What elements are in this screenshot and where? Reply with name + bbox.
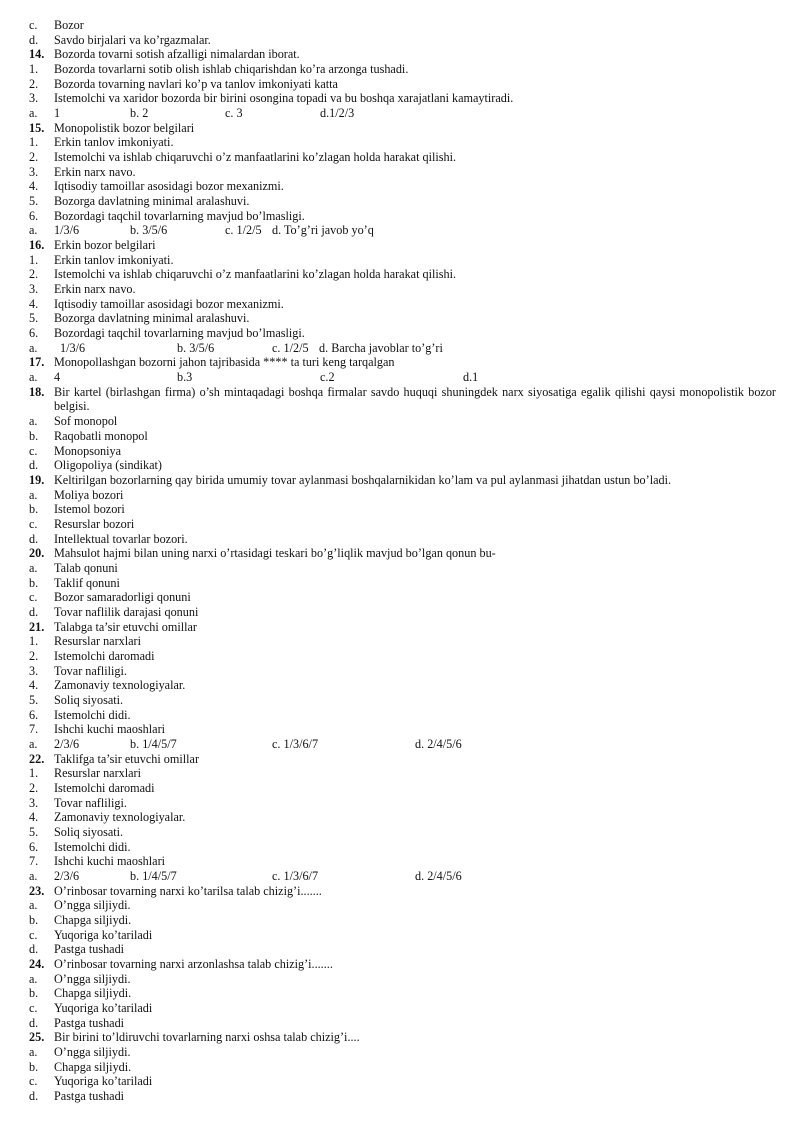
- item-marker: 4.: [29, 179, 39, 194]
- item-marker: a.: [29, 1045, 38, 1060]
- list-line: [0, 693, 800, 708]
- list-line: [0, 854, 800, 869]
- item-marker: 1.: [29, 135, 39, 150]
- item-text: Monopsoniya: [54, 443, 122, 458]
- item-text: Iqtisodiy tamoillar asosidagi bozor mexanizmi.: [54, 179, 284, 194]
- item-marker: 6.: [29, 839, 39, 854]
- item-text: Istemolchi va ishlab chiqaruvchi o’z manfaatlarini ko’zlagan holda harakat qilishi.: [54, 150, 457, 165]
- item-marker: 3.: [29, 795, 39, 810]
- question-number: 18.: [29, 384, 45, 399]
- list-line: [0, 444, 800, 459]
- list-line: [0, 781, 800, 796]
- list-line: [0, 458, 800, 473]
- item-marker: 6.: [29, 208, 39, 223]
- question-text: O’rinbosar tovarning narxi ko’tarilsa talab chizig’i.......: [54, 883, 322, 898]
- question-line: [0, 473, 800, 488]
- answer-options-row: [0, 223, 800, 238]
- item-text: Yuqoriga ko’tariladi: [54, 1074, 153, 1089]
- list-line: [0, 414, 800, 429]
- answer-option: 2/3/6: [54, 868, 80, 883]
- question-number: 22.: [29, 751, 45, 766]
- item-text: Tovar nafliligi.: [54, 795, 127, 810]
- item-marker: a.: [29, 414, 38, 429]
- question-number: 15.: [29, 120, 45, 135]
- item-marker: d.: [29, 531, 39, 546]
- item-marker: a.: [29, 487, 38, 502]
- list-line: [0, 91, 800, 106]
- question-text: Bir kartel (birlashgan firma) o’sh mintaqadagi boshqa firmalar savdo huquqi shuningdek narx siyosatiga egalik qilishi qaysi monopolistik bozor belgisi.: [54, 384, 776, 414]
- answer-option: 1/3/6: [54, 223, 80, 238]
- question-number: 19.: [29, 472, 45, 487]
- item-text: O’ngga siljiydi.: [54, 971, 131, 986]
- item-marker: d.: [29, 1015, 39, 1030]
- list-line: [0, 898, 800, 913]
- question-line: [0, 238, 800, 253]
- item-text: Chapga siljiydi.: [54, 986, 132, 1001]
- answer-options-row: [0, 869, 800, 884]
- list-line: [0, 972, 800, 987]
- item-text: Bozordagi taqchil tovarlarning mavjud bo’lmasligi.: [54, 208, 305, 223]
- item-text: O’ngga siljiydi.: [54, 898, 131, 913]
- list-line: [0, 33, 800, 48]
- item-marker: c.: [29, 927, 38, 942]
- list-line: [0, 576, 800, 591]
- list-line: [0, 62, 800, 77]
- answer-option: c. 1/3/6/7: [272, 736, 319, 751]
- answer-option: b. 3/5/6: [177, 340, 215, 355]
- item-text: Bozorda tovarning navlari ko’p va tanlov imkoniyati katta: [54, 76, 338, 91]
- item-marker: b.: [29, 428, 39, 443]
- answer-options-row: [0, 737, 800, 752]
- question-text: Bir birini to’ldiruvchi tovarlarning narxi oshsa talab chizig’i....: [54, 1030, 360, 1045]
- item-text: Istemolchi daromadi: [54, 648, 155, 663]
- item-marker: a.: [29, 898, 38, 913]
- item-text: Talab qonuni: [54, 560, 118, 575]
- item-text: Sof monopol: [54, 414, 118, 429]
- list-line: [0, 209, 800, 224]
- question-text: Keltirilgan bozorlarning qay birida umumiy tovar aylanmasi boshqalarnikidan ko’lam va pul aylanmasi jihatdan ustun bo’ladi.: [54, 472, 672, 487]
- item-text: Intellektual tovarlar bozori.: [54, 531, 188, 546]
- item-marker: 2.: [29, 780, 39, 795]
- question-line: [0, 884, 800, 899]
- item-text: Tovar nafliligi.: [54, 663, 127, 678]
- list-line: [0, 77, 800, 92]
- item-text: Istemolchi va xaridor bozorda bir birini osongina topadi va bu boshqa xarajatlani kamaytiradi.: [54, 91, 514, 106]
- list-line: [0, 429, 800, 444]
- item-marker: 4.: [29, 296, 39, 311]
- question-line: [0, 355, 800, 370]
- list-line: [0, 1016, 800, 1031]
- item-text: Chapga siljiydi.: [54, 913, 132, 927]
- list-line: [0, 267, 800, 282]
- item-marker: 3.: [29, 282, 39, 297]
- question-line: [0, 957, 800, 972]
- list-line: [0, 678, 800, 693]
- list-line: [0, 165, 800, 180]
- item-text: O’ngga siljiydi.: [54, 1045, 131, 1060]
- answer-option: d. To’g’ri javob yo’q: [272, 223, 374, 238]
- list-line: [0, 488, 800, 503]
- item-text: Pastga tushadi: [54, 1015, 125, 1030]
- list-line: [0, 590, 800, 605]
- item-text: Erkin tanlov imkoniyati.: [54, 252, 174, 267]
- item-text: Bozor: [54, 18, 84, 32]
- answer-option: d.1: [463, 370, 479, 385]
- question-text: Taklifga ta’sir etuvchi omillar: [54, 751, 200, 766]
- item-text: Oligopoliya (sindikat): [54, 458, 162, 473]
- item-text: Bozorga davlatning minimal aralashuvi.: [54, 311, 250, 326]
- item-marker: a.: [29, 106, 38, 121]
- item-marker: 5.: [29, 311, 39, 326]
- question-text: Erkin bozor belgilari: [54, 238, 156, 253]
- list-line: [0, 942, 800, 957]
- item-marker: a.: [29, 971, 38, 986]
- item-text: Pastga tushadi: [54, 942, 125, 957]
- question-line: [0, 47, 800, 62]
- list-line: [0, 796, 800, 811]
- item-text: Ishchi kuchi maoshlari: [54, 854, 166, 869]
- item-marker: c.: [29, 590, 38, 605]
- item-marker: c.: [29, 443, 38, 458]
- list-line: [0, 840, 800, 855]
- list-line: [0, 282, 800, 297]
- question-text: Bozorda tovarni sotish afzalligi nimalardan iborat.: [54, 47, 300, 62]
- question-text: Talabga ta’sir etuvchi omillar: [54, 619, 197, 634]
- list-line: [0, 708, 800, 723]
- item-marker: 5.: [29, 194, 39, 209]
- item-marker: 1.: [29, 634, 39, 649]
- item-marker: d.: [29, 458, 39, 473]
- item-marker: 4.: [29, 810, 39, 825]
- question-line: [0, 385, 800, 414]
- list-line: [0, 561, 800, 576]
- list-line: [0, 605, 800, 620]
- answer-option: c. 1/3/6/7: [272, 868, 319, 883]
- item-marker: d.: [29, 32, 39, 47]
- answer-option: d. 2/4/5/6: [415, 868, 462, 883]
- question-line: [0, 752, 800, 767]
- question-number: 14.: [29, 47, 45, 62]
- item-marker: b.: [29, 575, 39, 590]
- item-marker: 7.: [29, 854, 39, 869]
- item-text: Moliya bozori: [54, 487, 124, 502]
- item-marker: 2.: [29, 150, 39, 165]
- item-marker: a.: [29, 370, 38, 385]
- item-text: Iqtisodiy tamoillar asosidagi bozor mexanizmi.: [54, 296, 284, 311]
- list-line: [0, 502, 800, 517]
- document-page: [0, 18, 800, 1104]
- item-text: Yuqoriga ko’tariladi: [54, 927, 153, 942]
- list-line: [0, 253, 800, 268]
- question-number: 24.: [29, 957, 45, 972]
- item-text: Bozordagi taqchil tovarlarning mavjud bo’lmasligi.: [54, 326, 305, 341]
- question-text: Monopolistik bozor belgilari: [54, 120, 195, 135]
- item-marker: b.: [29, 913, 39, 927]
- list-line: [0, 810, 800, 825]
- list-line: [0, 18, 800, 33]
- question-text: Monopollashgan bozorni jahon tajribasida **** ta turi keng tarqalgan: [54, 355, 395, 370]
- item-text: Resurslar narxlari: [54, 766, 141, 781]
- item-marker: a.: [29, 223, 38, 238]
- item-marker: 5.: [29, 824, 39, 839]
- answer-option: b. 3/5/6: [130, 223, 168, 238]
- item-marker: c.: [29, 516, 38, 531]
- list-line: [0, 928, 800, 943]
- list-line: [0, 297, 800, 312]
- item-text: Tovar naflilik darajasi qonuni: [54, 604, 199, 619]
- item-marker: 2.: [29, 267, 39, 282]
- item-marker: 2.: [29, 648, 39, 663]
- answer-option: d.1/2/3: [320, 106, 355, 121]
- item-marker: 3.: [29, 91, 39, 106]
- item-text: Istemolchi va ishlab chiqaruvchi o’z manfaatlarini ko’zlagan holda harakat qilishi.: [54, 267, 457, 282]
- list-line: [0, 1060, 800, 1075]
- item-marker: 6.: [29, 326, 39, 341]
- question-line: [0, 546, 800, 561]
- list-line: [0, 326, 800, 341]
- item-marker: 5.: [29, 692, 39, 707]
- question-text: Mahsulot hajmi bilan uning narxi o’rtasidagi teskari bo’g’liqlik mavjud bo’lgan qonun bu-: [54, 546, 496, 561]
- item-text: Erkin narx navo.: [54, 282, 136, 297]
- item-text: Erkin tanlov imkoniyati.: [54, 135, 174, 150]
- list-line: [0, 179, 800, 194]
- answer-option: d. 2/4/5/6: [415, 736, 462, 751]
- answer-option: b. 1/4/5/7: [130, 868, 177, 883]
- item-text: Savdo birjalari va ko’rgazmalar.: [54, 32, 211, 47]
- list-line: [0, 913, 800, 928]
- item-text: Zamonaviy texnologiyalar.: [54, 810, 186, 825]
- answer-option: 1/3/6: [60, 340, 86, 355]
- item-marker: c.: [29, 1074, 38, 1089]
- list-line: [0, 664, 800, 679]
- list-line: [0, 1074, 800, 1089]
- item-marker: 2.: [29, 76, 39, 91]
- item-marker: 4.: [29, 678, 39, 693]
- list-line: [0, 986, 800, 1001]
- answer-option: b.3: [177, 370, 193, 385]
- answer-option: d. Barcha javoblar to’g’ri: [319, 340, 443, 355]
- item-text: Bozorga davlatning minimal aralashuvi.: [54, 194, 250, 209]
- item-text: Soliq siyosati.: [54, 692, 124, 707]
- item-text: Istemolchi didi.: [54, 839, 131, 854]
- item-marker: c.: [29, 1001, 38, 1016]
- item-marker: b.: [29, 1059, 39, 1074]
- list-line: [0, 1001, 800, 1016]
- item-marker: b.: [29, 502, 39, 517]
- item-marker: 3.: [29, 663, 39, 678]
- item-marker: a.: [29, 736, 38, 751]
- item-marker: 7.: [29, 722, 39, 737]
- item-marker: 6.: [29, 707, 39, 722]
- question-number: 16.: [29, 238, 45, 253]
- item-text: Erkin narx navo.: [54, 164, 136, 179]
- item-text: Ishchi kuchi maoshlari: [54, 722, 166, 737]
- question-text: O’rinbosar tovarning narxi arzonlashsa talab chizig’i.......: [54, 957, 333, 972]
- item-text: Istemolchi daromadi: [54, 780, 155, 795]
- list-line: [0, 825, 800, 840]
- item-marker: b.: [29, 986, 39, 1001]
- item-marker: a.: [29, 868, 38, 883]
- item-marker: d.: [29, 1089, 39, 1104]
- item-marker: c.: [29, 18, 38, 32]
- item-text: Raqobatli monopol: [54, 428, 148, 443]
- list-line: [0, 722, 800, 737]
- item-text: Bozorda tovarlarni sotib olish ishlab chiqarishdan ko’ra arzonga tushadi.: [54, 62, 409, 77]
- item-text: Yuqoriga ko’tariladi: [54, 1001, 153, 1016]
- list-line: [0, 517, 800, 532]
- list-line: [0, 766, 800, 781]
- question-number: 20.: [29, 546, 45, 561]
- answer-option: 4: [54, 370, 61, 385]
- list-line: [0, 1045, 800, 1060]
- item-marker: 1.: [29, 252, 39, 267]
- answer-options-row: [0, 341, 800, 356]
- item-marker: 1.: [29, 766, 39, 781]
- item-text: Resurslar narxlari: [54, 634, 141, 649]
- list-line: [0, 649, 800, 664]
- answer-options-row: [0, 106, 800, 121]
- question-number: 23.: [29, 883, 45, 898]
- answer-option: 1: [54, 106, 61, 121]
- list-line: [0, 135, 800, 150]
- answer-option: b. 2: [130, 106, 149, 121]
- list-line: [0, 194, 800, 209]
- question-line: [0, 121, 800, 136]
- item-text: Istemolchi didi.: [54, 707, 131, 722]
- question-line: [0, 620, 800, 635]
- item-marker: d.: [29, 604, 39, 619]
- question-number: 21.: [29, 619, 45, 634]
- answer-options-row: [0, 370, 800, 385]
- item-text: Bozor samaradorligi qonuni: [54, 590, 191, 605]
- item-text: Zamonaviy texnologiyalar.: [54, 678, 186, 693]
- question-line: [0, 1030, 800, 1045]
- question-number: 17.: [29, 355, 45, 370]
- item-marker: a.: [29, 560, 38, 575]
- item-marker: a.: [29, 340, 38, 355]
- answer-option: c. 1/2/5: [272, 340, 309, 355]
- answer-option: 2/3/6: [54, 736, 80, 751]
- item-text: Chapga siljiydi.: [54, 1059, 132, 1074]
- item-text: Soliq siyosati.: [54, 824, 124, 839]
- item-marker: 1.: [29, 62, 39, 77]
- list-line: [0, 311, 800, 326]
- list-line: [0, 532, 800, 547]
- list-line: [0, 634, 800, 649]
- list-line: [0, 1089, 800, 1104]
- list-line: [0, 150, 800, 165]
- answer-option: c.2: [320, 370, 335, 385]
- item-text: Istemol bozori: [54, 502, 125, 517]
- answer-option: c. 1/2/5: [225, 223, 262, 238]
- answer-option: c. 3: [225, 106, 243, 121]
- item-text: Pastga tushadi: [54, 1089, 125, 1104]
- item-marker: 3.: [29, 164, 39, 179]
- answer-option: b. 1/4/5/7: [130, 736, 177, 751]
- item-marker: d.: [29, 942, 39, 957]
- item-text: Taklif qonuni: [54, 575, 120, 590]
- item-text: Resurslar bozori: [54, 516, 135, 531]
- question-number: 25.: [29, 1030, 45, 1045]
